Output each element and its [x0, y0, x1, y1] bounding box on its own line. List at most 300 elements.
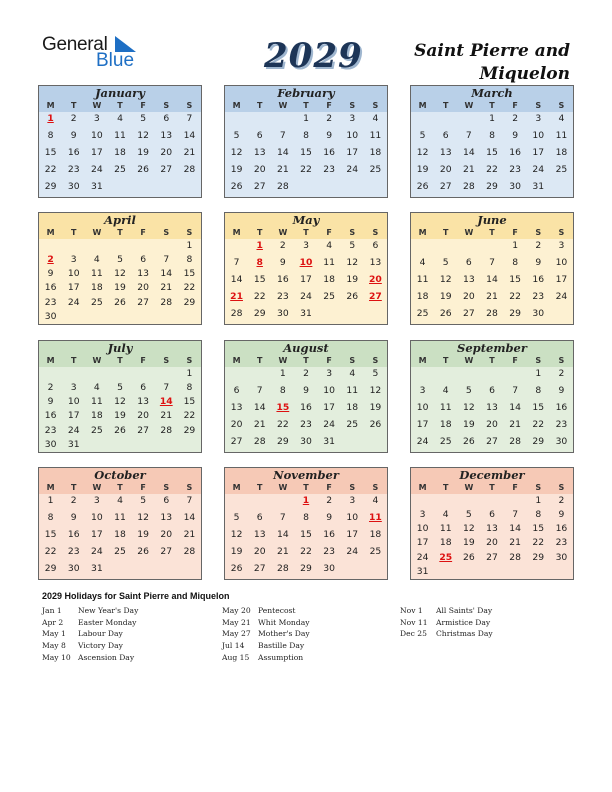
day-cell: 8	[47, 512, 54, 523]
day-cell: 5	[419, 130, 426, 141]
day-cell: 22	[486, 164, 498, 175]
day-cell: 9	[512, 130, 519, 141]
day-cell: 21	[509, 419, 521, 430]
day-cell: 13	[253, 147, 266, 158]
day-cell: 24	[555, 291, 568, 302]
weekday-label: T	[442, 356, 449, 365]
day-cell: 9	[326, 512, 333, 523]
day-cell: 13	[439, 147, 452, 158]
day-cell: 1	[186, 368, 193, 379]
day-cell: 12	[416, 147, 429, 158]
day-cell: 12	[137, 130, 149, 141]
day-cell: 15	[183, 268, 196, 280]
holiday-name: Assumption	[258, 652, 304, 662]
day-cell: 17	[416, 537, 429, 549]
day-cell: 28	[463, 181, 475, 192]
month-title: January	[39, 86, 201, 100]
country-title: Saint Pierre and Miquelon	[414, 41, 570, 84]
day-cell: 5	[349, 240, 356, 251]
day-cell: 9	[70, 130, 77, 141]
day-cell: 27	[463, 308, 475, 319]
day-cell: 18	[369, 147, 382, 158]
weekday-label: S	[558, 101, 565, 110]
day-cell: 25	[439, 436, 452, 447]
day-cell: 1	[535, 368, 542, 379]
day-cell: 13	[253, 529, 266, 540]
day-cell: 24	[300, 291, 312, 302]
weekday-label: S	[163, 228, 170, 237]
day-cell: 17	[323, 402, 335, 413]
month-march	[410, 85, 574, 198]
day-cell: 12	[114, 396, 126, 408]
weekday-label: T	[489, 228, 495, 237]
day-cell: 26	[416, 181, 429, 192]
day-cell: 15	[44, 529, 57, 540]
day-cell: 6	[372, 240, 379, 251]
holiday-day-cell: 1	[302, 495, 310, 506]
day-cell: 21	[486, 291, 498, 302]
weekday-label: F	[512, 101, 518, 110]
holiday-day-cell: 10	[299, 257, 313, 268]
empty-cell	[457, 494, 480, 508]
day-cell: 30	[44, 310, 57, 322]
day-cell: 2	[558, 368, 565, 379]
holiday-day-cell: 21	[230, 291, 243, 302]
weekday-label: S	[558, 356, 565, 365]
day-cell: 13	[486, 402, 498, 413]
day-cell: 28	[486, 308, 498, 319]
weekday-label: M	[418, 483, 427, 492]
day-cell: 31	[67, 438, 80, 450]
day-cell: 26	[230, 181, 243, 192]
day-cell: 3	[303, 240, 309, 251]
weekday-header-row	[411, 482, 573, 494]
empty-cell	[225, 494, 248, 508]
day-cell: 19	[114, 282, 126, 294]
day-cell: 23	[44, 424, 57, 436]
day-cell: 14	[277, 147, 289, 158]
day-cell: 22	[44, 546, 57, 557]
day-cell: 30	[555, 436, 568, 447]
day-cell: 7	[279, 512, 286, 523]
day-cell: 10	[91, 512, 103, 523]
day-grid	[39, 367, 201, 452]
day-cell: 11	[555, 130, 568, 141]
day-cell: 8	[47, 130, 54, 141]
empty-cell	[132, 367, 155, 381]
weekday-label: S	[558, 228, 565, 237]
weekday-label: S	[372, 356, 379, 365]
holiday-entry	[222, 640, 310, 652]
empty-cell	[457, 239, 480, 253]
weekday-label: F	[326, 356, 332, 365]
day-cell: 14	[277, 529, 289, 540]
month-title: May	[225, 213, 387, 227]
day-cell: 17	[346, 529, 359, 540]
day-cell: 12	[463, 402, 475, 413]
day-cell: 19	[230, 546, 243, 557]
day-cell: 5	[442, 257, 449, 268]
weekday-label: M	[232, 356, 241, 365]
holidays-column	[42, 605, 138, 664]
holiday-day-cell: 27	[369, 291, 382, 302]
holiday-date: Dec 25	[400, 629, 427, 639]
day-cell: 31	[416, 565, 429, 577]
day-cell: 20	[463, 291, 475, 302]
holiday-name: New Year's Day	[78, 606, 139, 615]
day-grid	[39, 494, 201, 579]
day-cell: 18	[91, 282, 103, 294]
day-cell: 10	[67, 268, 80, 280]
day-cell: 16	[509, 147, 521, 158]
day-cell: 2	[512, 113, 519, 124]
day-cell: 24	[323, 419, 335, 430]
day-cell: 9	[535, 257, 542, 268]
day-cell: 3	[326, 368, 333, 379]
holiday-name: All Saints' Day	[436, 606, 493, 615]
day-cell: 27	[439, 181, 452, 192]
day-cell: 23	[44, 296, 57, 308]
holiday-day-cell: 1	[256, 240, 263, 251]
weekday-label: M	[418, 228, 427, 237]
day-cell: 7	[256, 385, 263, 396]
day-cell: 16	[44, 282, 57, 294]
weekday-label: F	[512, 356, 518, 365]
holiday-name: Ascension Day	[78, 652, 135, 662]
day-cell: 24	[346, 164, 359, 175]
empty-cell	[225, 239, 248, 253]
day-cell: 9	[47, 396, 54, 408]
day-cell: 5	[140, 495, 147, 506]
empty-cell	[434, 239, 457, 253]
day-cell: 18	[114, 147, 126, 158]
empty-cell	[411, 367, 434, 381]
day-cell: 9	[558, 509, 565, 521]
day-cell: 31	[91, 181, 103, 192]
day-cell: 28	[277, 181, 289, 192]
day-cell: 14	[160, 268, 173, 280]
day-cell: 29	[183, 296, 196, 308]
empty-cell	[504, 494, 527, 508]
holiday-entry	[42, 617, 138, 629]
day-cell: 24	[532, 164, 545, 175]
day-cell: 11	[369, 130, 382, 141]
day-cell: 23	[555, 419, 568, 430]
day-cell: 4	[558, 113, 565, 124]
day-cell: 7	[512, 385, 519, 396]
weekday-label: S	[186, 483, 193, 492]
day-grid	[39, 112, 201, 197]
weekday-label: S	[186, 228, 193, 237]
day-cell: 7	[163, 254, 170, 266]
day-cell: 8	[186, 254, 193, 266]
day-cell: 11	[323, 257, 335, 268]
day-cell: 18	[416, 291, 429, 302]
day-cell: 8	[535, 385, 542, 396]
day-cell: 12	[230, 147, 243, 158]
day-cell: 6	[140, 382, 147, 394]
day-cell: 1	[535, 495, 542, 506]
holiday-name: Pentecost	[258, 606, 296, 615]
holiday-entry	[42, 628, 138, 640]
holiday-day-cell: 20	[369, 274, 382, 285]
day-cell: 12	[114, 268, 126, 280]
holiday-date: Jul 14	[222, 641, 245, 651]
weekday-label: M	[46, 483, 55, 492]
weekday-label: S	[535, 101, 542, 110]
weekday-label: F	[140, 101, 146, 110]
day-cell: 12	[439, 274, 452, 285]
day-cell: 19	[463, 537, 475, 549]
day-cell: 17	[67, 410, 80, 422]
weekday-label: M	[46, 356, 55, 365]
empty-cell	[85, 239, 108, 253]
day-cell: 10	[67, 396, 80, 408]
day-cell: 10	[555, 257, 568, 268]
day-cell: 13	[160, 512, 173, 523]
day-cell: 21	[463, 164, 475, 175]
empty-cell	[225, 367, 248, 381]
day-cell: 2	[70, 495, 77, 506]
day-cell: 25	[369, 546, 382, 557]
weekday-label: W	[464, 101, 474, 110]
holiday-day-cell: 2	[47, 254, 54, 266]
day-cell: 5	[465, 385, 472, 396]
day-cell: 30	[277, 308, 289, 319]
day-cell: 19	[230, 164, 243, 175]
month-title: August	[225, 341, 387, 355]
empty-cell	[108, 367, 131, 381]
weekday-label: M	[46, 101, 55, 110]
day-cell: 27	[253, 563, 266, 574]
day-cell: 7	[186, 113, 193, 124]
holiday-name: Bastille Day	[258, 641, 305, 651]
day-cell: 8	[489, 130, 495, 141]
weekday-header-row	[411, 355, 573, 367]
holiday-name: Mother's Day	[258, 629, 310, 639]
day-cell: 6	[233, 385, 240, 396]
day-cell: 16	[67, 147, 80, 158]
day-cell: 16	[323, 529, 335, 540]
empty-cell	[480, 367, 503, 381]
weekday-header-row	[39, 100, 201, 112]
day-cell: 18	[346, 402, 359, 413]
weekday-label: S	[372, 101, 379, 110]
day-cell: 10	[91, 130, 103, 141]
weekday-label: S	[372, 228, 379, 237]
day-cell: 24	[416, 436, 429, 447]
day-cell: 24	[91, 546, 103, 557]
empty-cell	[480, 494, 503, 508]
day-cell: 20	[160, 529, 173, 540]
month-title: November	[225, 468, 387, 482]
empty-cell	[411, 239, 434, 253]
weekday-label: T	[303, 101, 309, 110]
day-cell: 20	[439, 164, 452, 175]
day-cell: 6	[163, 495, 170, 506]
day-grid	[225, 239, 387, 324]
weekday-label: T	[303, 228, 309, 237]
weekday-label: S	[372, 483, 379, 492]
empty-cell	[271, 494, 294, 508]
empty-cell	[271, 112, 294, 126]
day-cell: 22	[532, 537, 545, 549]
holiday-entry	[400, 605, 493, 617]
holiday-date: Jan 1	[42, 606, 62, 615]
holiday-date: May 21	[222, 617, 251, 627]
day-cell: 1	[489, 113, 495, 124]
day-cell: 24	[67, 424, 80, 436]
day-cell: 23	[532, 291, 545, 302]
day-cell: 30	[555, 551, 568, 563]
day-cell: 4	[442, 509, 449, 521]
day-cell: 22	[183, 410, 196, 422]
empty-cell	[411, 112, 434, 126]
logo-general-text: General	[42, 34, 108, 55]
day-cell: 21	[183, 529, 196, 540]
month-january	[38, 85, 202, 198]
day-cell: 7	[489, 257, 495, 268]
empty-cell	[155, 367, 178, 381]
weekday-label: W	[92, 483, 102, 492]
day-cell: 26	[463, 436, 475, 447]
day-cell: 23	[67, 546, 80, 557]
day-cell: 28	[509, 436, 521, 447]
day-cell: 21	[253, 419, 266, 430]
holiday-date: May 8	[42, 641, 66, 651]
day-cell: 23	[67, 164, 80, 175]
weekday-label: S	[186, 356, 193, 365]
empty-cell	[85, 367, 108, 381]
day-cell: 8	[303, 130, 309, 141]
day-cell: 25	[91, 424, 103, 436]
day-cell: 26	[439, 308, 452, 319]
day-cell: 27	[253, 181, 266, 192]
weekday-label: T	[70, 356, 77, 365]
day-cell: 13	[137, 396, 149, 408]
day-cell: 16	[67, 529, 80, 540]
empty-cell	[248, 112, 271, 126]
weekday-label: S	[349, 228, 356, 237]
month-april	[38, 212, 202, 325]
day-cell: 2	[279, 240, 286, 251]
day-cell: 20	[486, 537, 498, 549]
logo-blue-text: Blue	[96, 50, 135, 71]
day-cell: 29	[44, 181, 57, 192]
day-cell: 29	[277, 436, 289, 447]
day-cell: 14	[253, 402, 266, 413]
day-cell: 28	[183, 164, 196, 175]
month-august	[224, 340, 388, 453]
month-july	[38, 340, 202, 453]
day-cell: 25	[555, 164, 568, 175]
day-cell: 8	[535, 509, 542, 521]
day-cell: 22	[509, 291, 521, 302]
month-title: April	[39, 213, 201, 227]
day-cell: 29	[532, 551, 545, 563]
day-cell: 27	[486, 436, 498, 447]
weekday-label: W	[92, 356, 102, 365]
day-grid	[411, 239, 573, 324]
day-cell: 28	[230, 308, 243, 319]
day-grid	[225, 494, 387, 579]
weekday-label: F	[512, 228, 518, 237]
day-cell: 19	[416, 164, 429, 175]
empty-cell	[457, 112, 480, 126]
day-cell: 5	[465, 509, 472, 521]
day-cell: 26	[230, 563, 243, 574]
day-cell: 26	[114, 296, 126, 308]
day-cell: 30	[67, 181, 80, 192]
month-june	[410, 212, 574, 325]
generalblue-logo	[42, 34, 142, 74]
day-cell: 30	[532, 308, 545, 319]
day-cell: 2	[558, 495, 565, 506]
day-cell: 9	[70, 512, 77, 523]
month-title: March	[411, 86, 573, 100]
weekday-header-row	[225, 227, 387, 239]
day-cell: 13	[463, 274, 475, 285]
holidays-column	[222, 605, 310, 664]
day-cell: 8	[186, 382, 193, 394]
day-grid	[411, 112, 573, 197]
day-cell: 28	[183, 546, 196, 557]
weekday-label: M	[418, 356, 427, 365]
holiday-entry	[222, 617, 310, 629]
day-cell: 17	[300, 274, 312, 285]
day-cell: 27	[486, 551, 498, 563]
day-cell: 5	[117, 254, 123, 266]
day-cell: 20	[137, 282, 149, 294]
day-cell: 8	[512, 257, 519, 268]
day-cell: 16	[44, 410, 57, 422]
weekday-label: T	[256, 356, 263, 365]
day-cell: 27	[137, 424, 149, 436]
day-cell: 18	[323, 274, 335, 285]
holidays-column	[400, 605, 493, 640]
weekday-label: F	[140, 483, 146, 492]
empty-cell	[62, 367, 85, 381]
day-cell: 4	[93, 382, 100, 394]
holiday-day-cell: 11	[369, 512, 382, 523]
day-cell: 21	[183, 147, 196, 158]
holiday-date: Apr 2	[42, 617, 64, 627]
day-cell: 28	[160, 424, 173, 436]
day-cell: 3	[419, 385, 426, 396]
day-grid	[411, 494, 573, 579]
day-cell: 6	[256, 512, 263, 523]
weekday-label: S	[535, 483, 542, 492]
day-cell: 7	[163, 382, 170, 394]
weekday-label: S	[349, 483, 356, 492]
day-cell: 14	[509, 402, 521, 413]
day-cell: 17	[555, 274, 568, 285]
calendar-year: 2029	[264, 36, 363, 76]
day-cell: 18	[91, 410, 103, 422]
month-title: February	[225, 86, 387, 100]
day-cell: 2	[535, 240, 542, 251]
holiday-date: May 1	[42, 629, 66, 639]
day-cell: 12	[463, 523, 475, 535]
holiday-date: May 20	[222, 606, 251, 615]
day-cell: 11	[416, 274, 429, 285]
empty-cell	[108, 239, 131, 253]
day-cell: 5	[233, 130, 240, 141]
day-cell: 22	[183, 282, 196, 294]
month-october	[38, 467, 202, 580]
day-cell: 7	[233, 257, 240, 268]
day-cell: 23	[509, 164, 521, 175]
